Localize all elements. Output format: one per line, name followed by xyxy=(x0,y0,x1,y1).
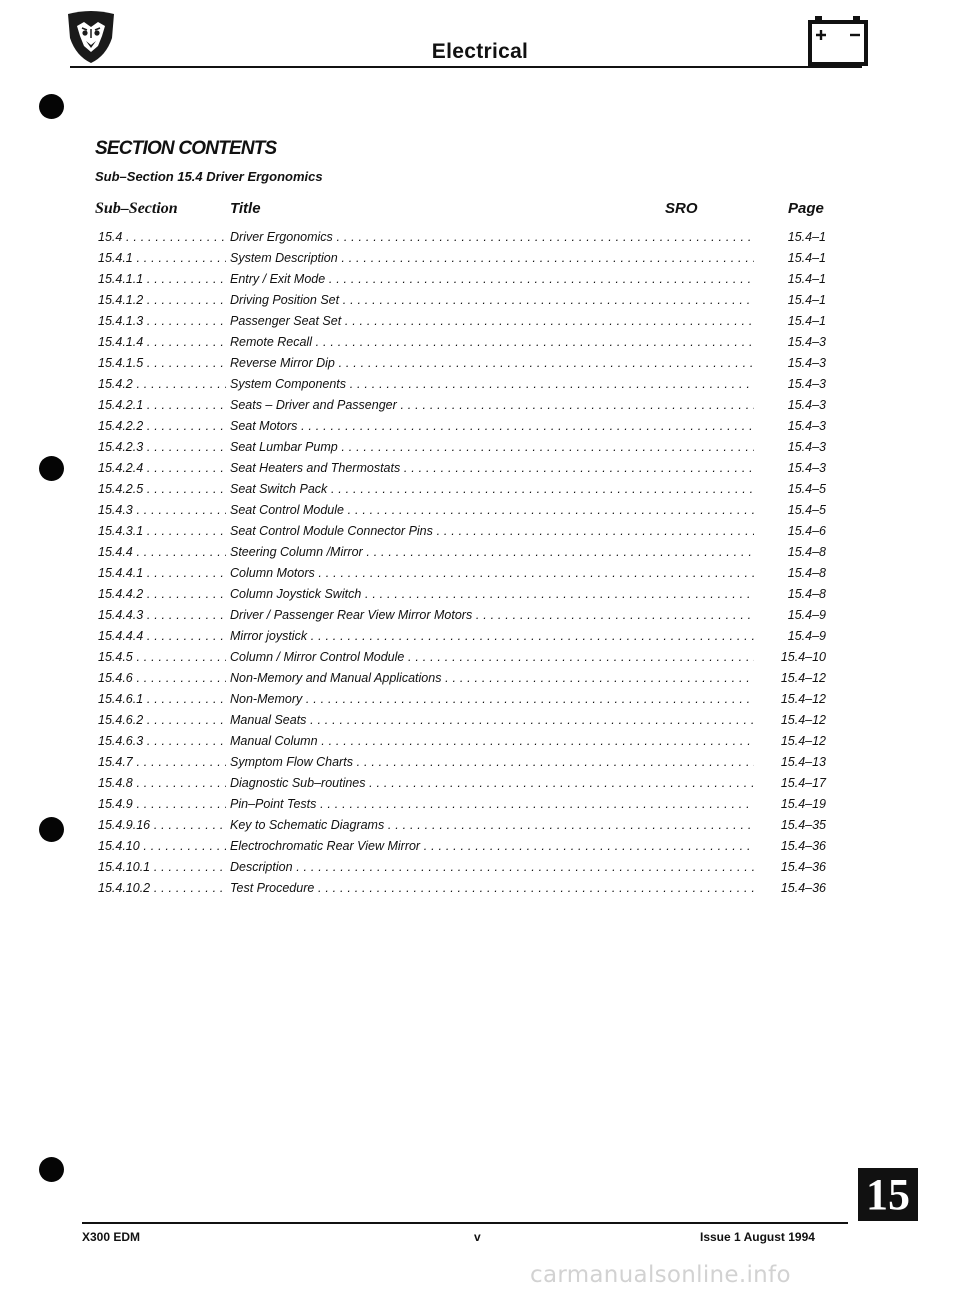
toc-number: 15.4.2.4 . . . xyxy=(98,461,226,475)
toc-page: 15.4–12 xyxy=(780,671,826,685)
toc-title: Column Joystick Switch xyxy=(230,587,362,601)
toc-row[interactable] xyxy=(0,563,960,584)
toc-row[interactable] xyxy=(0,332,960,353)
watermark: carmanualsonline.info xyxy=(530,1262,791,1288)
toc-title: Electrochromatic Rear View Mirror xyxy=(230,839,421,853)
toc-title: Passenger Seat Set xyxy=(230,314,342,328)
toc-title: Steering Column /Mirror xyxy=(230,545,363,559)
toc-number: 15.4.8 . . . xyxy=(98,776,226,790)
toc-title: Manual Column xyxy=(230,734,318,748)
toc-row[interactable] xyxy=(0,395,960,416)
punch-hole xyxy=(39,94,64,119)
toc-number: 15.4.2.3 . . . xyxy=(98,440,226,454)
toc-title: System Description xyxy=(230,251,338,265)
toc-number: 15.4.6.2 . . . xyxy=(98,713,226,727)
toc-title: Seat Switch Pack xyxy=(230,482,328,496)
toc-page: 15.4–3 xyxy=(787,335,826,349)
toc-number: 15.4.1.4 . . . xyxy=(98,335,226,349)
column-header-title: Title xyxy=(230,200,261,217)
header-rule xyxy=(70,66,862,68)
toc-page: 15.4–10 xyxy=(780,650,826,664)
toc-title: Key to Schematic Diagrams xyxy=(230,818,385,832)
toc-number: 15.4.4.3 . . . xyxy=(98,608,226,622)
section-tab[interactable]: 15 xyxy=(858,1168,918,1221)
footer-rule xyxy=(82,1222,848,1224)
toc-page: 15.4–17 xyxy=(780,776,826,790)
toc-number: 15.4.1.1 . . . xyxy=(98,272,226,286)
toc-number: 15.4.10.2 . . . xyxy=(98,881,226,895)
toc-page: 15.4–35 xyxy=(780,818,826,832)
toc-title: Seat Control Module Connector Pins xyxy=(230,524,433,538)
toc-title: System Components xyxy=(230,377,347,391)
toc-number: 15.4.4.4 . . . xyxy=(98,629,226,643)
toc-title: Seat Control Module xyxy=(230,503,344,517)
toc-page: 15.4–1 xyxy=(787,251,826,265)
toc-title: Description xyxy=(230,860,293,874)
toc-page: 15.4–1 xyxy=(787,272,826,286)
toc-number: 15.4.1 . . . xyxy=(98,251,226,265)
toc-number: 15.4.2.2 . . . xyxy=(98,419,226,433)
toc-number: 15.4.1.5 . . . xyxy=(98,356,226,370)
toc-title: Driving Position Set xyxy=(230,293,340,307)
toc-page: 15.4–12 xyxy=(780,734,826,748)
toc-page: 15.4–36 xyxy=(780,881,826,895)
toc-number: 15.4.6 . . . xyxy=(98,671,226,685)
footer-issue-date: Issue 1 August 1994 xyxy=(700,1230,815,1244)
toc-row[interactable] xyxy=(0,710,960,731)
footer-doc-id: X300 EDM xyxy=(82,1230,141,1244)
toc-page: 15.4–8 xyxy=(787,566,826,580)
toc-row[interactable] xyxy=(0,353,960,374)
header-title: Electrical xyxy=(431,40,529,63)
toc-title: Symptom Flow Charts xyxy=(230,755,353,769)
toc-page: 15.4–3 xyxy=(787,356,826,370)
toc-row[interactable] xyxy=(0,458,960,479)
toc-row[interactable] xyxy=(0,437,960,458)
toc-page: 15.4–8 xyxy=(787,545,826,559)
toc-number: 15.4.10 . . . xyxy=(98,839,226,853)
toc-title: Seat Motors xyxy=(230,419,298,433)
toc-number: 15.4.10.1 . . . xyxy=(98,860,226,874)
toc-number: 15.4.4 . . . xyxy=(98,545,226,559)
toc-title: Entry / Exit Mode xyxy=(230,272,326,286)
toc-page: 15.4–5 xyxy=(787,482,826,496)
toc-row[interactable] xyxy=(0,731,960,752)
toc-page: 15.4–9 xyxy=(787,608,826,622)
toc-row[interactable] xyxy=(0,479,960,500)
toc-page: 15.4–3 xyxy=(787,398,826,412)
toc-number: 15.4.9 . . . xyxy=(98,797,226,811)
toc-number: 15.4.2.5 . . . xyxy=(98,482,226,496)
toc-row[interactable] xyxy=(0,857,960,878)
toc-number: 15.4.3 . . . xyxy=(98,503,226,517)
toc-row[interactable] xyxy=(0,689,960,710)
toc-page: 15.4–3 xyxy=(787,440,826,454)
battery-icon xyxy=(807,12,869,68)
toc-number: 15.4.3.1 . . . xyxy=(98,524,226,538)
toc-page: 15.4–1 xyxy=(787,293,826,307)
toc-row[interactable] xyxy=(0,311,960,332)
toc-row[interactable] xyxy=(0,836,960,857)
toc-row[interactable] xyxy=(0,584,960,605)
toc-number: 15.4.1.3 . . . xyxy=(98,314,226,328)
toc-page: 15.4–13 xyxy=(780,755,826,769)
toc-page: 15.4–36 xyxy=(780,839,826,853)
toc-row[interactable] xyxy=(0,878,960,899)
toc-number: 15.4.2 . . . xyxy=(98,377,226,391)
toc-row[interactable] xyxy=(0,668,960,689)
toc-title: Non-Memory xyxy=(230,692,303,706)
toc-row[interactable] xyxy=(0,794,960,815)
toc-page: 15.4–19 xyxy=(780,797,826,811)
toc-number: 15.4.7 . . . xyxy=(98,755,226,769)
toc-row[interactable] xyxy=(0,626,960,647)
subsection-heading: Sub–Section 15.4 Driver Ergonomics xyxy=(95,169,323,184)
toc-row[interactable] xyxy=(0,227,960,248)
toc-page: 15.4–3 xyxy=(787,377,826,391)
toc-page: 15.4–12 xyxy=(780,692,826,706)
toc-row[interactable] xyxy=(0,773,960,794)
toc-title: Driver / Passenger Rear View Mirror Motors xyxy=(230,608,473,622)
toc-page: 15.4–12 xyxy=(780,713,826,727)
toc-row[interactable] xyxy=(0,374,960,395)
toc-title: Test Procedure xyxy=(230,881,315,895)
section-title: SECTION CONTENTS xyxy=(95,138,277,159)
toc-page: 15.4–3 xyxy=(787,461,826,475)
toc-page: 15.4–1 xyxy=(787,314,826,328)
toc-row[interactable] xyxy=(0,248,960,269)
toc-row[interactable] xyxy=(0,290,960,311)
column-header-page: Page xyxy=(788,200,824,217)
toc-page: 15.4–5 xyxy=(787,503,826,517)
column-header-sro: SRO xyxy=(665,200,698,217)
toc-title: Manual Seats xyxy=(230,713,307,727)
toc-number: 15.4.5 . . . xyxy=(98,650,226,664)
toc-title: Pin–Point Tests xyxy=(230,797,317,811)
toc-number: 15.4.9.16 . . . xyxy=(98,818,226,832)
toc-number: 15.4.6.1 . . . xyxy=(98,692,226,706)
toc-title: Mirror joystick xyxy=(230,629,308,643)
toc-title: Remote Recall xyxy=(230,335,312,349)
toc-page: 15.4–3 xyxy=(787,419,826,433)
toc-title: Seat Lumbar Pump xyxy=(230,440,338,454)
toc-title: Non-Memory and Manual Applications xyxy=(230,671,442,685)
toc-title: Diagnostic Sub–routines xyxy=(230,776,366,790)
toc-row[interactable] xyxy=(0,416,960,437)
toc-row[interactable] xyxy=(0,647,960,668)
column-header-sub-section: Sub–Section xyxy=(95,200,178,217)
toc-row[interactable] xyxy=(0,605,960,626)
toc-row[interactable] xyxy=(0,269,960,290)
toc-page: 15.4–1 xyxy=(787,230,826,244)
punch-hole xyxy=(39,1157,64,1182)
toc-number: 15.4 . . . xyxy=(98,230,226,244)
toc-row[interactable] xyxy=(0,752,960,773)
toc-row[interactable] xyxy=(0,815,960,836)
toc-page: 15.4–36 xyxy=(780,860,826,874)
toc-row[interactable] xyxy=(0,500,960,521)
toc-title: Reverse Mirror Dip xyxy=(230,356,335,370)
toc-title: Column Motors xyxy=(230,566,315,580)
toc-title: Seat Heaters and Thermostats xyxy=(230,461,401,475)
toc-title: Seats – Driver and Passenger xyxy=(230,398,397,412)
toc-title: Driver Ergonomics xyxy=(230,230,333,244)
footer-page-number: v xyxy=(474,1230,481,1244)
toc-page: 15.4–9 xyxy=(787,629,826,643)
toc-page: 15.4–6 xyxy=(787,524,826,538)
toc-row[interactable] xyxy=(0,542,960,563)
toc-number: 15.4.1.2 . . . xyxy=(98,293,226,307)
toc-title: Column / Mirror Control Module xyxy=(230,650,405,664)
toc-page: 15.4–8 xyxy=(787,587,826,601)
toc-row[interactable] xyxy=(0,521,960,542)
toc-number: 15.4.4.1 . . . xyxy=(98,566,226,580)
toc-number: 15.4.4.2 . . . xyxy=(98,587,226,601)
toc-number: 15.4.6.3 . . . xyxy=(98,734,226,748)
toc-number: 15.4.2.1 . . . xyxy=(98,398,226,412)
